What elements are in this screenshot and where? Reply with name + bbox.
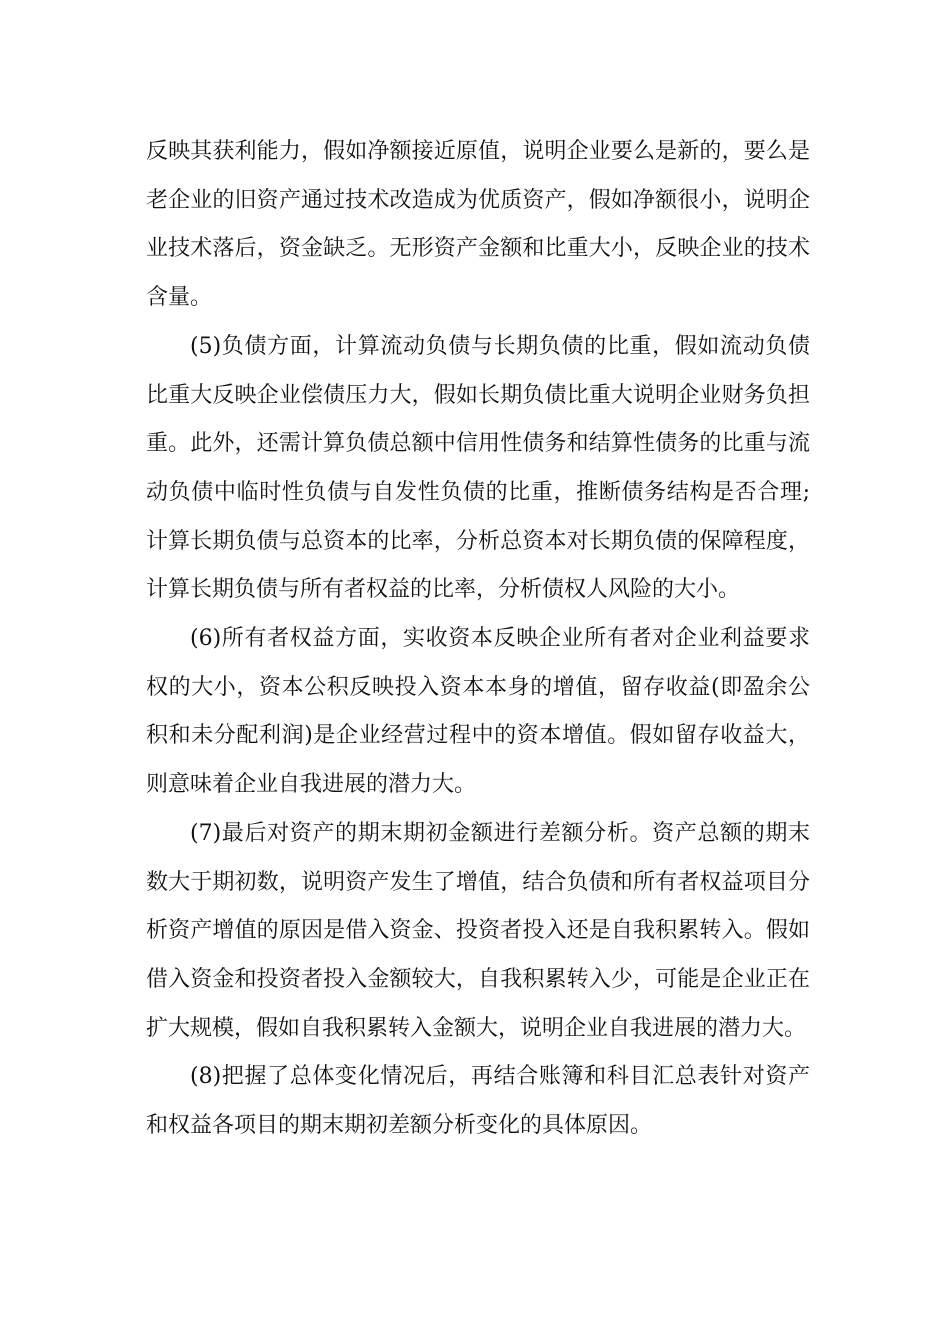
- paragraph-liabilities: (5)负债方面，计算流动负债与长期负债的比重，假如流动负债比重大反映企业偿债压力大，假如长期负债比重大说明企业财务负担重。此外，还需计算负债总额中信用性债务和结算性债务的比重与流动负债中临时性负债与自发性负债的比重，推断债务结构是否合理;计算长期负债与总资本的比率，分析总资本对长期负债的保障程度，计算长期负债与所有者权益的比率，分析债权人风险的大小。: [146, 333, 810, 603]
- paragraph-difference-analysis: (7)最后对资产的期末期初金额进行差额分析。资产总额的期末数大于期初数，说明资产发生了增值，结合负债和所有者权益项目分析资产增值的原因是借入资金、投资者投入还是自我积累转入。假如借入资金和投资者投入金额较大，自我积累转入少，可能是企业正在扩大规模，假如自我积累转入金额大，说明企业自我进展的潜力大。: [146, 820, 810, 1041]
- paragraph-asset-analysis-continued: 反映其获利能力，假如净额接近原值，说明企业要么是新的，要么是老企业的旧资产通过技术改造成为优质资产，假如净额很小，说明企业技术落后，资金缺乏。无形资产金额和比重大小，反映企业的技术含量。: [146, 139, 810, 311]
- paragraph-owners-equity: (6)所有者权益方面，实收资本反映企业所有者对企业利益要求权的大小，资本公积反映投入资本本身的增值，留存收益(即盈余公积和未分配利润)是企业经营过程中的资本增值。假如留存收益大，则意味着企业自我进展的潜力大。: [146, 626, 810, 798]
- document-body: [146, 128, 810, 1151]
- paragraph-change-causes: (8)把握了总体变化情况后，再结合账簿和科目汇总表针对资产和权益各项目的期末期初差额分析变化的具体原因。: [146, 1064, 810, 1139]
